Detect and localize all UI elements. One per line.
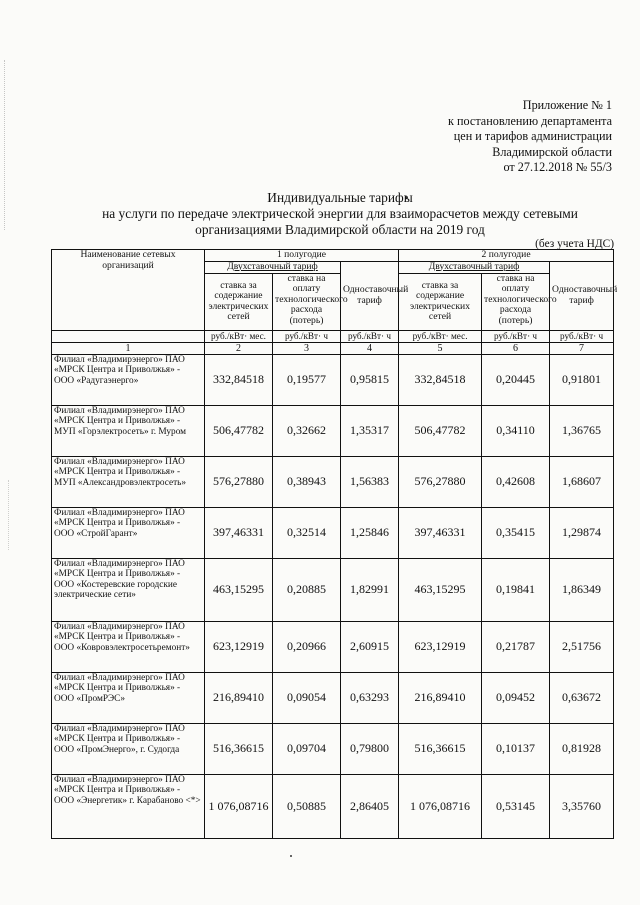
scan-margin-marks [4, 60, 11, 230]
header-half1: 1 полугодие [205, 250, 399, 262]
org-name-cell: Филиал «Владимирэнерго» ПАО «МРСК Центра и Приволжья» - ООО «Костеревские городские электрические сети» [52, 558, 205, 621]
header-single-rate-1: Одноставочный тариф [341, 261, 399, 330]
tariff-value-cell: 0,50885 [273, 774, 341, 838]
tariff-value-cell: 0,19577 [273, 354, 341, 405]
header-single-rate-2: Одноставочный тариф [550, 261, 614, 330]
tariff-value-cell: 0,53145 [482, 774, 550, 838]
table-row [52, 723, 614, 774]
tariff-value-cell: 2,60915 [341, 621, 399, 672]
tariff-value-cell: 0,63672 [550, 672, 614, 723]
tariff-value-cell: 576,27880 [205, 456, 273, 507]
tariff-value-cell: 0,09704 [273, 723, 341, 774]
tariff-value-cell: 0,42608 [482, 456, 550, 507]
tariff-value-cell: 1,29874 [550, 507, 614, 558]
tariff-value-cell: 332,84518 [399, 354, 482, 405]
tariff-value-cell: 1 076,08716 [399, 774, 482, 838]
unit-empty [52, 330, 205, 342]
title-line: на услуги по передаче электрической энергии для взаиморасчетов между сетевыми [102, 206, 578, 221]
tariff-value-cell: 216,89410 [399, 672, 482, 723]
tariff-value-cell: 1,82991 [341, 558, 399, 621]
header-two-part-label: Двухставочный тариф [428, 260, 520, 272]
tariff-value-cell: 576,27880 [399, 456, 482, 507]
unit-kw-month: руб./кВт· мес. [399, 330, 482, 342]
tariff-value-cell: 3,35760 [550, 774, 614, 838]
appendix-line: от 27.12.2018 № 55/3 [503, 160, 612, 174]
title-line: организациями Владимирской области на 2019 год [195, 222, 485, 237]
table-row [52, 354, 614, 405]
column-number: 3 [273, 342, 341, 354]
header-maintenance-1: ставка за содержание электрических сетей [205, 273, 273, 330]
tariff-value-cell: 332,84518 [205, 354, 273, 405]
unit-kwh: руб./кВт· ч [273, 330, 341, 342]
tariff-value-cell: 2,86405 [341, 774, 399, 838]
tariff-value-cell: 0,09054 [273, 672, 341, 723]
tariff-value-cell: 0,20445 [482, 354, 550, 405]
org-name-cell: Филиал «Владимирэнерго» ПАО «МРСК Центра и Приволжья» - ООО «ПромРЭС» [52, 672, 205, 723]
unit-kwh: руб./кВт· ч [482, 330, 550, 342]
table-row [52, 672, 614, 723]
tariff-value-cell: 0,32514 [273, 507, 341, 558]
tariff-value-cell: 463,15295 [399, 558, 482, 621]
tariff-value-cell: 1,86349 [550, 558, 614, 621]
org-name-cell: Филиал «Владимирэнерго» ПАО «МРСК Центра и Приволжья» - ООО «СтройГарант» [52, 507, 205, 558]
tariff-value-cell: 0,20966 [273, 621, 341, 672]
org-name-cell: Филиал «Владимирэнерго» ПАО «МРСК Центра и Приволжья» - МУП «Александровэлектросеть» [52, 456, 205, 507]
tariff-value-cell: 506,47782 [205, 405, 273, 456]
column-number: 2 [205, 342, 273, 354]
column-number: 5 [399, 342, 482, 354]
org-name-cell: Филиал «Владимирэнерго» ПАО «МРСК Центра и Приволжья» - ООО «Энергетик» г. Карабаново <*> [52, 774, 205, 838]
tariff-value-cell: 0,32662 [273, 405, 341, 456]
document-title [80, 190, 600, 238]
tariff-value-cell: 1 076,08716 [205, 774, 273, 838]
tariff-value-cell: 1,68607 [550, 456, 614, 507]
header-maintenance-2: ставка за содержание электрических сетей [399, 273, 482, 330]
header-two-part-1 [205, 261, 341, 273]
tariff-value-cell: 1,36765 [550, 405, 614, 456]
tariff-value-cell: 1,35317 [341, 405, 399, 456]
org-name-cell: Филиал «Владимирэнерго» ПАО «МРСК Центра и Приволжья» - ООО «Радугаэнерго» [52, 354, 205, 405]
tariff-value-cell: 2,51756 [550, 621, 614, 672]
unit-kwh: руб./кВт· ч [550, 330, 614, 342]
column-number: 4 [341, 342, 399, 354]
tariff-value-cell: 0,34110 [482, 405, 550, 456]
header-losses-1: ставка на оплату технологического расхода (потерь) [273, 273, 341, 330]
table-row [52, 507, 614, 558]
unit-kwh: руб./кВт· ч [341, 330, 399, 342]
header-half2: 2 полугодие [399, 250, 614, 262]
tariff-value-cell: 1,25846 [341, 507, 399, 558]
tariff-value-cell: 623,12919 [205, 621, 273, 672]
tariff-value-cell: 463,15295 [205, 558, 273, 621]
tariff-value-cell: 0,38943 [273, 456, 341, 507]
tariff-value-cell: 516,36615 [399, 723, 482, 774]
tariff-value-cell: 623,12919 [399, 621, 482, 672]
appendix-header [352, 98, 612, 176]
tariff-value-cell: 0,19841 [482, 558, 550, 621]
tariff-value-cell: 0,81928 [550, 723, 614, 774]
appendix-line: Приложение № 1 [522, 98, 612, 112]
table-row [52, 621, 614, 672]
header-two-part-label: Двухставочный тариф [227, 260, 318, 272]
tariff-value-cell: 0,95815 [341, 354, 399, 405]
tariff-value-cell: 397,46331 [205, 507, 273, 558]
scan-speck [290, 855, 292, 857]
tariff-value-cell: 0,63293 [341, 672, 399, 723]
org-name-cell: Филиал «Владимирэнерго» ПАО «МРСК Центра и Приволжья» - МУП «Горэлектросеть» г. Муром [52, 405, 205, 456]
table-row [52, 456, 614, 507]
tariff-value-cell: 0,35415 [482, 507, 550, 558]
tariff-value-cell: 397,46331 [399, 507, 482, 558]
scan-margin-marks-lower [8, 480, 13, 550]
table-row [52, 405, 614, 456]
table-row [52, 774, 614, 838]
header-losses-2: ставка на оплату технологического расхода (потерь) [482, 273, 550, 330]
appendix-line: Владимирской области [492, 144, 612, 159]
appendix-line: цен и тарифов администрации [453, 129, 612, 143]
header-two-part-2 [399, 261, 550, 273]
title-line: Индивидуальные тарифы [267, 190, 413, 205]
header-org: Наименование сетевых организаций [52, 250, 205, 331]
tariff-value-cell: 0,21787 [482, 621, 550, 672]
tariff-table [51, 249, 618, 839]
tariff-value-cell: 0,10137 [482, 723, 550, 774]
tariff-value-cell: 0,79800 [341, 723, 399, 774]
column-number: 6 [482, 342, 550, 354]
tariff-value-cell: 0,91801 [550, 354, 614, 405]
tariff-value-cell: 0,20885 [273, 558, 341, 621]
table-row [52, 558, 614, 621]
tariff-value-cell: 0,09452 [482, 672, 550, 723]
tariff-value-cell: 1,56383 [341, 456, 399, 507]
org-name-cell: Филиал «Владимирэнерго» ПАО «МРСК Центра и Приволжья» - ООО «Ковровэлектросетьремонт» [52, 621, 205, 672]
column-number: 1 [52, 342, 205, 354]
vat-note: (без учета НДС) [535, 238, 614, 250]
unit-kw-month: руб./кВт· мес. [205, 330, 273, 342]
tariff-value-cell: 516,36615 [205, 723, 273, 774]
tariff-value-cell: 216,89410 [205, 672, 273, 723]
appendix-line: к постановлению департамента [448, 113, 612, 128]
column-number: 7 [550, 342, 614, 354]
tariff-value-cell: 506,47782 [399, 405, 482, 456]
org-name-cell: Филиал «Владимирэнерго» ПАО «МРСК Центра и Приволжья» - ООО «ПромЭнерго», г. Судогда [52, 723, 205, 774]
